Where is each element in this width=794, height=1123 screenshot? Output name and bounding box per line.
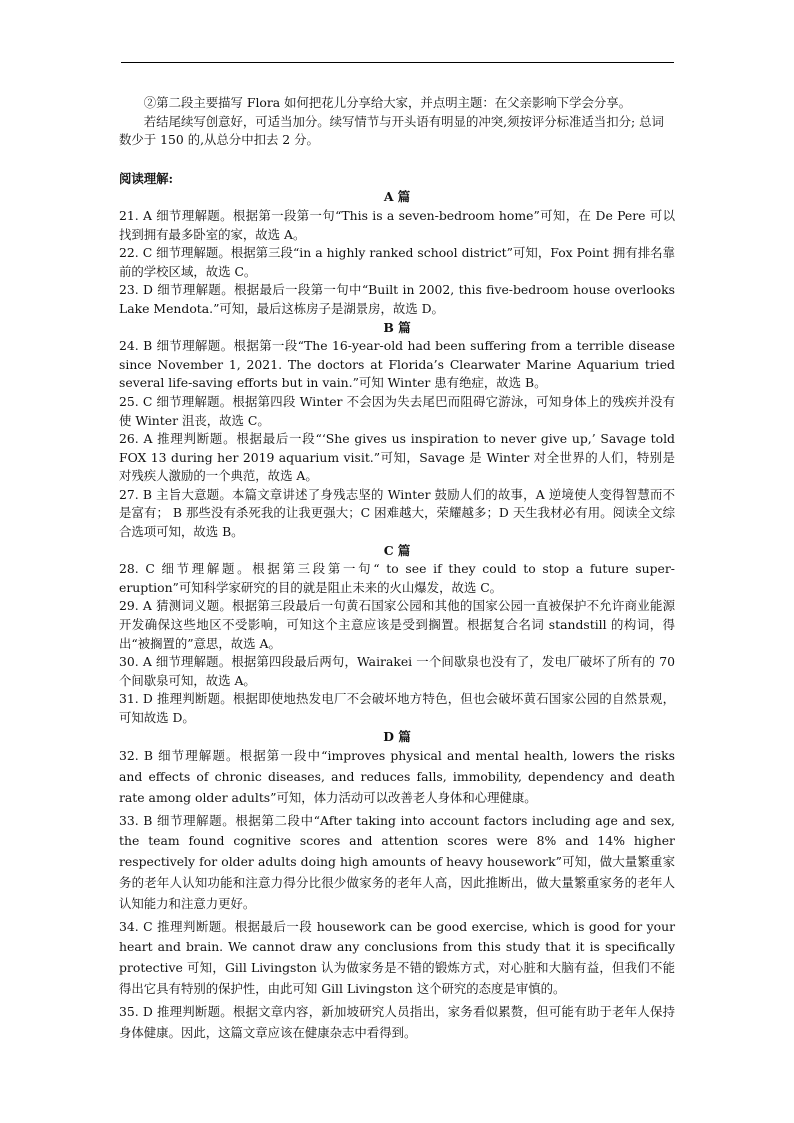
answer-item: 24. B 细节理解题。根据第一段“The 16-year-old had been suffering from a terrible disease since November 1, 2021. The doctors at Florida’s Clearwater Marine Aquarium tried several life-saving efforts but in vain.”可知 Winter 患有绝症，故选 B。 — [119, 338, 675, 391]
answer-item: 32. B 细节理解题。根据第一段中“improves physical and mental health, lowers the risks and effects of chronic diseases, and reduces falls, immobility, dependency and death rate among older adults”可知，体力活动可以改善老人身体和心理健康。 — [119, 748, 675, 805]
part-a — [119, 188, 675, 318]
writing-note-1: ②第二段主要描写 Flora 如何把花儿分享给大家，并点明主题：在父亲影响下学会分享。 — [143, 95, 632, 110]
answer-item: 35. D 推理判断题。根据文章内容，新加坡研究人员指出，家务看似累赘，但可能有助于老年人保持身体健康。因此，这篇文章应该在健康杂志中看得到。 — [119, 1003, 675, 1040]
answer-item: 31. D 推理判断题。根据即使地热发电厂不会破坏地方特色，但也会破坏黄石国家公园的自然景观，可知故选 D。 — [119, 691, 675, 725]
answer-item: 33. B 细节理解题。根据第二段中“After taking into account factors including age and sex, the team found cognitive scores and attention scores were 8% and 14% higher respectively for older adults doing high amounts of heavy housework”可知，做大量繁重家务的老年人认知功能和注意力得分比很少做家务的老年人高，因此推断出，做大量繁重家务的老年人认知能力和注意力更好。 — [119, 812, 675, 911]
answer-item: 28. C 细节理解题。根据第三段第一句“ to see if they could to stop a future super-eruption”可知科学家研究的目的就是阻止未来的火山爆发，故选 C。 — [119, 561, 675, 595]
part-d — [119, 728, 675, 1044]
part-heading: B 篇 — [383, 319, 411, 335]
part-heading: A 篇 — [383, 189, 411, 205]
header-rule — [121, 62, 674, 63]
answer-item: 29. A 猜测词义题。根据第三段最后一句黄石国家公园和其他的国家公园一直被保护不允许商业能源开发确保这些地区不受影响，可知这个主意应该是受到搁置。根据复合名词 standstill 的构词，得出“被搁置的”意思，故选 A。 — [119, 598, 675, 651]
section-title: 阅读理解: — [119, 170, 174, 186]
writing-note-2: 若结尾续写创意好，可适当加分。续写情节与开头语有明显的冲突,须按评分标准适当扣分; 总词数少于 150 的,从总分中扣去 2 分。 — [119, 113, 664, 148]
answer-item: 30. A 细节理解题。根据第四段最后两句，Wairakei 一个间歇泉也没有了，发电厂破坏了所有的 70 个间歇泉可知，故选 A。 — [119, 654, 675, 688]
part-heading: C 篇 — [383, 542, 411, 558]
part-heading: D 篇 — [383, 728, 411, 744]
part-b — [119, 319, 675, 542]
answer-document — [119, 94, 675, 1045]
answer-item: 34. C 推理判断题。根据最后一段 housework can be good exercise, which is good for your heart and brain. We cannot draw any conclusions from this study that it is specifically protective 可知，Gill Livingston 认为做家务是不错的锻炼方式，对心脏和大脑有益，但我们不能得出它具有特别的保护性，由此可知 Gill Livingston 这个研究的态度是审慎的。 — [119, 918, 675, 996]
answer-item: 21. A 细节理解题。根据第一段第一句“This is a seven-bedroom home”可知，在 De Pere 可以找到拥有最多卧室的家，故选 A。 — [119, 207, 675, 242]
answer-item: 27. B 主旨大意题。本篇文章讲述了身残志坚的 Winter 鼓励人们的故事，A 逆境使人变得智慧而不是富有； B 那些没有杀死我的让我更强大；C 困难越大，荣耀越多；D 天生我材必有用。阅读全文综合选项可知，故选 B。 — [119, 486, 675, 540]
writing-notes — [119, 94, 675, 150]
answer-item: 26. A 推理判断题。根据最后一段“‘She gives us inspiration to never give up,’ Savage told FOX 13 during her 2019 aquarium visit.”可知，Savage 是 Winter 对全世界的人们，特别是对残疾人激励的一个典范，故选 A。 — [119, 431, 675, 484]
answer-item: 22. C 细节理解题。根据第三段“in a highly ranked school district”可知，Fox Point 拥有排名靠前的学校区域，故选 C。 — [119, 245, 675, 279]
part-c — [119, 542, 675, 728]
answer-item: 23. D 细节理解题。根据最后一段第一句中“Built in 2002, this five-bedroom house overlooks Lake Mendota.”可知，最后这栋房子是湖景房，故选 D。 — [119, 282, 675, 316]
answer-item: 25. C 细节理解题。根据第四段 Winter 不会因为失去尾巴而阻碍它游泳，可知身体上的残疾并没有使 Winter 沮丧，故选 C。 — [119, 393, 675, 428]
